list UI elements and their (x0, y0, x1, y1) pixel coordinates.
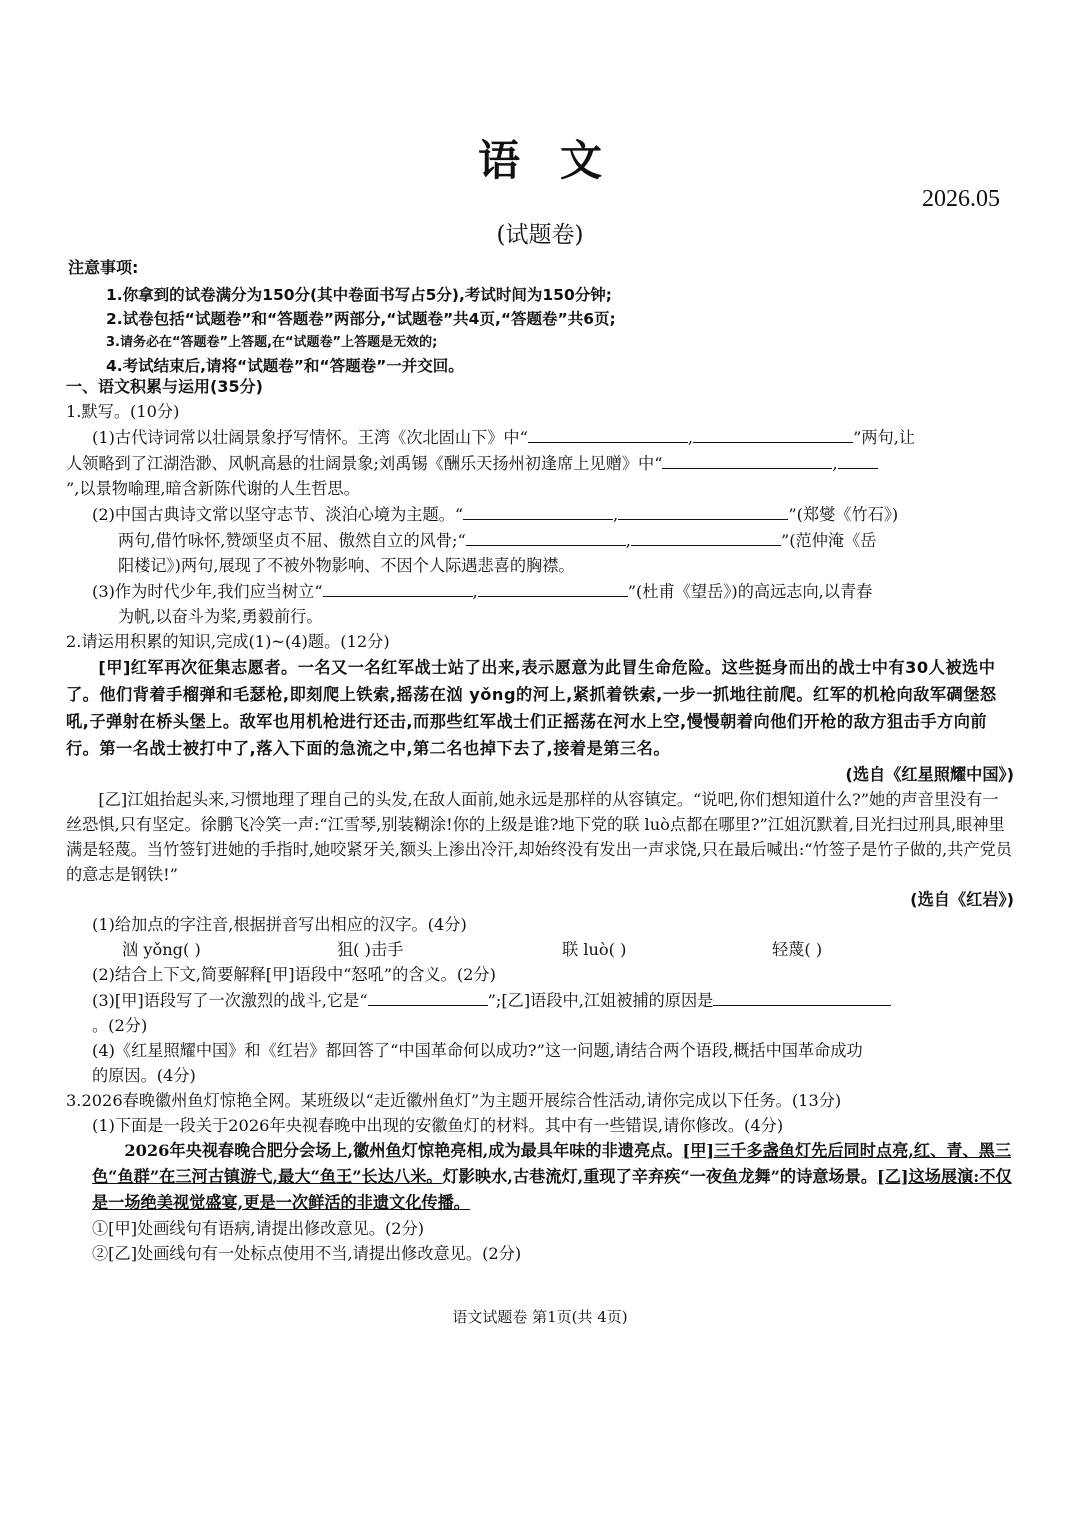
question-2-title: 2.请运用积累的知识,完成(1)~(4)题。(12分) (66, 632, 390, 651)
page-subtitle: (试题卷) (496, 222, 584, 248)
exam-body (66, 374, 1014, 1266)
page-footer: 语文试题卷 第1页(共 4页) (452, 1308, 628, 1326)
question-3-sub-1: (1)下面是一段关于2026年央视春晚中出现的安徽鱼灯的材料。其中有一些错误,请你修改。(4分) (92, 1116, 784, 1135)
question-2-sub-4-end: 的原因。(4分) (92, 1066, 196, 1085)
question-1-title: 1.默写。(10分) (66, 402, 180, 421)
answer-blank[interactable] (323, 578, 473, 597)
section-heading: 一、语文积累与运用(35分) (66, 377, 263, 396)
question-1-part-3: (3)作为时代少年,我们应当树立“ , ”(杜甫《望岳》)的高远志向,以青春 (92, 578, 1014, 604)
answer-blank[interactable] (466, 527, 626, 546)
notice-item: 3.请务必在“答题卷”上答题,在“试题卷”上答题是无效的; (106, 335, 438, 350)
question-2-sub-2: (2)结合上下文,简要解释[甲]语段中“怒吼”的含义。(2分) (92, 965, 496, 984)
notice-block (68, 255, 1018, 378)
passage-yi: [乙]江姐抬起头来,习惯地理了理自己的头发,在敌人面前,她永远是那样的从容镇定。“说吧,你们想知道什么?”她的声音里没有一丝恐惧,只有坚定。徐鹏飞冷笑一声:“江雪琴,别装糊涂!你的上级是谁?地下党的联 luò点都在哪里?”江姐沉默着,目光扫过刑具,眼神里满是轻蔑。当竹签钉进她的手指时,她咬紧牙关,额头上渗出冷汗,却始终没有发出一声求饶,只在最后喊出:“竹签子是竹子做的,共产党员的意志是钢铁!” (66, 790, 1012, 884)
passage-jia: [甲]红军再次征集志愿者。一名又一名红军战士站了出来,表示愿意为此冒生命危险。这些挺身而出的战士中有30人被选中了。他们背着手榴弹和毛瑟枪,即刻爬上铁索,摇荡在汹 yǒng的河上,紧抓着铁索,一步一抓地往前爬。红军的机枪向敌军碉堡怒吼,子弹射在桥头堡上。敌军也用机枪进行还击,而那些红军战士们正摇荡在河水上空,慢慢朝着向他们开枪的敌方狙击手方向前行。第一名战士被打中了,落入下面的急流之中,第二名也掉下去了,接着是第三名。 (66, 658, 997, 758)
question-2-sub-3: (3)[甲]语段写了一次激烈的战斗,它是“ ”;[乙]语段中,江姐被捕的原因是 (92, 987, 1014, 1013)
question-1-part-3-end: 为帆,以奋斗为桨,勇毅前行。 (118, 607, 323, 626)
answer-blank[interactable] (368, 987, 488, 1006)
answer-blank[interactable] (528, 424, 688, 443)
exam-date: 2026.05 (922, 186, 1000, 212)
question-3-item-1: ①[甲]处画线句有语病,请提出修改意见。(2分) (92, 1219, 425, 1238)
pinyin-item: 联 luò( ) (562, 940, 627, 959)
answer-blank[interactable] (618, 501, 788, 520)
material-paragraph: 2026年央视春晚合肥分会场上,徽州鱼灯惊艳亮相,成为最具年味的非遗亮点。[甲]三千多盏鱼灯先后同时点亮,红、青、黑三色“鱼群”在三河古镇游弋,最大“鱼王”长达八米。灯影映水,古巷流灯,重现了辛弃疾“一夜鱼龙舞”的诗意场景。[乙]这场展演:不仅是一场绝美视觉盛宴,更是一次鲜活的非遗文化传播。 (92, 1141, 1012, 1212)
answer-blank[interactable] (662, 450, 832, 469)
answer-blank[interactable] (838, 450, 878, 469)
pinyin-item: 轻蔑( ) (772, 940, 823, 959)
question-1-part-2-cont: 两句,借竹咏怀,赞颂坚贞不屈、傲然自立的风骨;“ , ”(范仲淹《岳 (118, 527, 1014, 553)
question-3-title: 3.2026春晚徽州鱼灯惊艳全网。某班级以“走近徽州鱼灯”为主题开展综合性活动,请你完成以下任务。(13分) (66, 1091, 842, 1110)
pinyin-item: 汹 yǒng( ) (122, 940, 201, 959)
pinyin-items (122, 937, 1014, 962)
answer-blank[interactable] (693, 424, 853, 443)
answer-blank[interactable] (478, 578, 628, 597)
notice-item: 4.考试结束后,请将“试题卷”和“答题卷”一并交回。 (106, 356, 464, 375)
notice-item: 2.试卷包括“试题卷”和“答题卷”两部分,“试题卷”共4页,“答题卷”共6页; (106, 309, 616, 328)
question-3-item-2: ②[乙]处画线句有一处标点使用不当,请提出修改意见。(2分) (92, 1244, 522, 1263)
answer-blank[interactable] (463, 501, 613, 520)
underlined-sentence-jia: [甲]三千多盏鱼灯先后同时点亮,红、青、黑三色“鱼群”在三河古镇游弋,最大“鱼王”长达八米。 (92, 1141, 1012, 1186)
question-1-part-2: (2)中国古典诗文常以坚守志节、淡泊心境为主题。“ , ”(郑燮《竹石》) (92, 501, 1014, 527)
page-title: 语文 (477, 136, 642, 185)
question-2-sub-3-end: 。(2分) (92, 1016, 148, 1035)
answer-blank[interactable] (713, 987, 891, 1006)
notice-heading: 注意事项: (68, 258, 139, 277)
question-1-part-1-cont: 人领略到了江湖浩渺、风帆高悬的壮阔景象;刘禹锡《酬乐天扬州初逢席上见赠》中“ , (66, 450, 1014, 476)
question-2-sub-4: (4)《红星照耀中国》和《红岩》都回答了“中国革命何以成功?”这一问题,请结合两个语段,概括中国革命成功 (92, 1041, 863, 1060)
pinyin-item: 狙( )击手 (337, 940, 404, 959)
passage-yi-source: (选自《红岩》) (910, 890, 1014, 909)
underlined-sentence-yi: [乙]这场展演:不仅是一场绝美视觉盛宴,更是一次鲜活的非遗文化传播。 (92, 1167, 1012, 1212)
question-1-part-1: (1)古代诗词常以壮阔景象抒写情怀。王湾《次北固山下》中“ , ”两句,让 (92, 424, 1014, 450)
passage-jia-source: (选自《红星照耀中国》) (845, 765, 1014, 784)
question-1-part-1-end: ”,以景物喻理,暗含新陈代谢的人生哲思。 (66, 479, 360, 498)
question-1-part-2-end: 阳楼记》)两句,展现了不被外物影响、不因个人际遇悲喜的胸襟。 (118, 556, 575, 575)
answer-blank[interactable] (631, 527, 781, 546)
notice-item: 1.你拿到的试卷满分为150分(其中卷面书写占5分),考试时间为150分钟; (106, 286, 612, 304)
question-2-sub-1: (1)给加点的字注音,根据拼音写出相应的汉字。(4分) (92, 915, 467, 934)
